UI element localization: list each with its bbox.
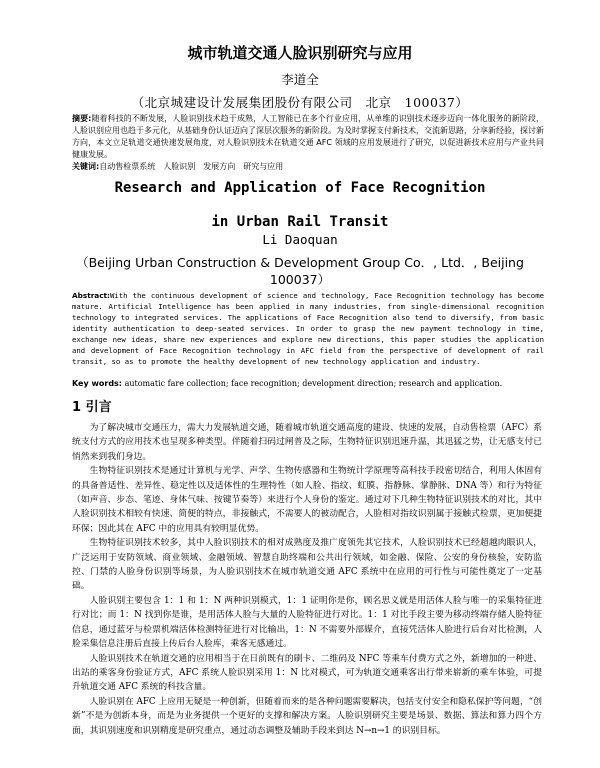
body-paragraph: 人脸识别主要包含 1：1 和 1：N 两种识别模式，1：1 证明你是你，顾名思义就是用活体人脸与唯一的采集特征进行对比；而 1：N 找到你是谁，是用活体人脸与大量的人脸特征进行对比。1：1 对比手段主要为移动终端存储人脸特征信息，通过蓝牙与检票机端活体检测特征进行对比输出，1：N 不需要外部媒介，直接凭活体人脸进行后台对比检测，人脸采集信息注册后直接上传后台人脸库，乘客无感通过。 [72, 595, 542, 650]
section-heading-introduction: 1 引言 [72, 400, 112, 415]
abstract-en-text: With the continuous development of science and technology, Face Recognition technology has become mature. Artificial Intelligence has been applied in many industries, from single-dimensional recognition technology to integrated services. The applications of Face Recognition also tend to diversify, from basic identity authentication to deep-seated services. In order to grasp the new payment technology in time, exchange new ideas, share new experiences and explore new directions, this paper studies the application and development of Face Recognition technology in AFC field from the perspective of development of rail transit, so as to promote the healthy development of new technology application and industry. [72, 291, 544, 366]
abstract-en [72, 290, 544, 367]
author-name-en: Li Daoquan [262, 232, 338, 247]
keywords-cn-label: 关键词: [72, 162, 100, 171]
body-paragraph: 为了解决城市交通压力，需大力发展轨道交通，随着城市轨道交通高度的建设、快速的发展，自动售检票（AFC）系统支付方式的应用技术也呈现多种类型。伴随着扫码过闸普及之际，生物特征识别迅速升温，其迅猛之势，让无感支付已悄然来到我们身边。 [72, 423, 542, 462]
keywords-en-label: Key words: [72, 379, 123, 388]
affiliation-cn: （北京城建设计发展集团股份有限公司 北京 100037） [131, 95, 469, 110]
abstract-en-label: Abstract: [72, 291, 110, 300]
keywords-cn-text: 自动售检票系统 人脸识别 发展方向 研究与应用 [99, 162, 284, 171]
paper-title-en [0, 174, 600, 236]
paper-title-cn: 城市轨道交通人脸识别研究与应用 [187, 44, 413, 62]
body-text [72, 421, 542, 738]
body-paragraph: 生物特征识别技术较多，其中人脸识别技术的相对成熟度及推广度领先其它技术，人脸识别技术已经超越肉眼识人，广泛运用于安防领域、商业领域、金融领域、智慧自助终端和公共出行领域，如金融、保险、公安的身份核验，安防监控、门禁的人脸身份识别等场景，为人脸识别技术在城市轨道交通 AFC 系统中在应用的可行性与可能性奠定了一定基础。 [72, 538, 542, 592]
affiliation-en: （Beijing Urban Construction & Development Group Co．, Ltd．, Beijing 100037） [76, 255, 524, 287]
keywords-en [72, 378, 552, 389]
paper-title-en-line2: in Urban Rail Transit [211, 214, 389, 230]
body-paragraph: 生物特征识别技术是通过计算机与光学、声学、生物传感器和生物统计学原理等高科技手段密切结合，利用人体固有的具备普适性、差异性、稳定性以及适体性的生理特性（如人脸、指纹、虹膜、指静脉、掌静脉、DNA 等）和行为特征（如声音、步态、笔迹、身体气味、按键节奏等）来进行个人身份的鉴定。通过对下几种生物特征识别技术的对比，其中人脸识别技术相较有快速、简便的特点，非接触式，不需要人的被动配合，人脸相对指纹识别属于接触式检票，更加便捷环保；因此其在 AFC 中的应用具有较明显优势。 [72, 466, 542, 534]
keywords-en-text: automatic fare collection; face recognition; development direction; research and application. [124, 379, 503, 388]
paper-title-en-line1: Research and Application of Face Recognition [114, 180, 486, 196]
abstract-cn [72, 113, 544, 173]
body-paragraph: 人脸识别在 AFC 上应用无疑是一种创新，但随着而来的是各种问题需要解决，包括支付安全和隐私保护等问题，“创新”不是为创新本身，而是为业务提供一个更好的支撑和解决方案。人脸识别研究主要是场景、数据、算法和算力四个方面，其识别速度和识别精度是研究重点，通过动态调整及辅助手段来到达 N→n→1 的识别目标。 [72, 696, 542, 736]
abstract-cn-label: 摘要: [72, 114, 92, 123]
body-paragraph: 人脸识别技术在轨道交通的应用相当于在日前既有的刷卡、二维码及 NFC 等乘车付费方式之外，新增加的一种进、出站的乘客身份验证方式，AFC 系统人脸识别采用 1：N 比对模式，可为轨道交通乘客出行带来崭新的乘车体验，可提升轨道交通 AFC 系统的科技含量。 [72, 653, 542, 693]
abstract-cn-text: 随着科技的不断发展，人脸识别技术趋于成熟，人工智能已在多个行业应用，从单维的识别技术逐步迈向一体化服务的新阶段，人脸识别应用也趋于多元化，从基础身份认证迈向了深层次服务的新阶段。为及时掌握支付新技术，交流新思路，分享新经验，探讨新方向，本文立足轨道交通快速发展角度，对人脸识别技术在轨道交通 AFC 领域的应用发展进行了研究，以促进新技术应用与产业共同健康发展。 [72, 114, 545, 159]
author-name-cn: 李道全 [281, 72, 319, 87]
